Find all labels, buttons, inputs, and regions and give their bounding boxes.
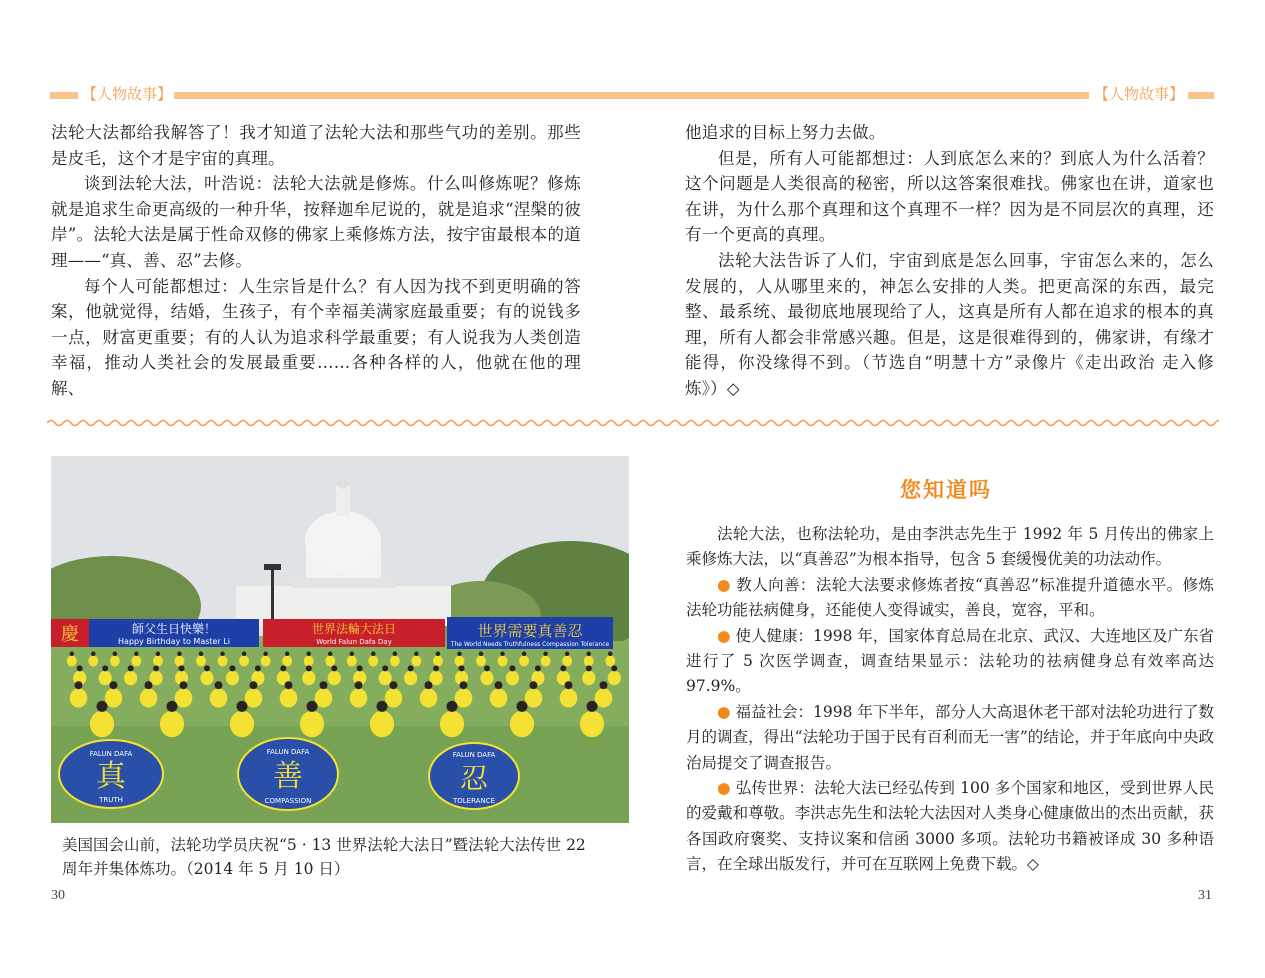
practitioner-head — [97, 701, 108, 712]
practitioner-body — [300, 711, 324, 737]
item-text: 福益社会：1998 年下半年，部分人大高退休老干部对法轮功进行了数月的调查，得出“法轮功于国于民有百利而无一害”的结论，并于年底向中央政治局提交了调查报告。 — [686, 702, 1214, 772]
header-rule-main — [174, 92, 1089, 99]
practitioner-body — [315, 688, 333, 707]
practitioner-body — [200, 671, 213, 685]
practitioner-head — [102, 665, 108, 671]
practitioner-body — [160, 711, 184, 737]
disc-bottom-text: COMPASSION — [264, 797, 312, 805]
disc-char: 忍 — [459, 762, 489, 795]
banner-text: 世界需要真善忍 — [477, 622, 583, 640]
practitioner-body — [210, 688, 228, 707]
practitioner-body — [325, 656, 335, 667]
practitioner-body — [70, 688, 88, 707]
right-article — [685, 120, 1214, 402]
practitioner-head — [91, 652, 96, 657]
bullet-icon: ● — [717, 779, 731, 798]
paragraph: 法轮大法都给我解答了！我才知道了法轮大法和那些气功的差别。那些是皮毛，这个才是宇宙的真理。 — [51, 123, 581, 168]
practitioner-head — [460, 681, 468, 689]
practitioner-body — [541, 656, 551, 667]
practitioner-body — [580, 711, 604, 737]
photo-caption: 美国国会山前，法轮功学员庆祝“5 · 13 世界法轮大法日”暨法轮大法传世 22 周年并集体炼功。（2014 年 5 月 10 日） — [62, 836, 586, 878]
practitioner-body — [218, 656, 228, 667]
did-you-know-item — [686, 573, 1214, 624]
bullet-icon: ● — [717, 575, 731, 594]
practitioner-head — [215, 681, 223, 689]
header-rule-left-short — [50, 92, 78, 99]
practitioner-head — [355, 681, 363, 689]
practitioner-body — [476, 656, 486, 667]
banner-row — [51, 617, 613, 649]
banner-text: 師父生日快樂！ — [131, 622, 217, 636]
practitioner-body — [519, 656, 529, 667]
practitioner-head — [377, 701, 388, 712]
practitioner-head — [371, 652, 376, 657]
practitioner-head — [479, 652, 484, 657]
left-article — [51, 120, 581, 402]
practitioner-head — [350, 652, 355, 657]
paragraph: 谈到法轮大法，叶浩说：法轮大法就是修炼。什么叫修炼呢？修炼就是追求生命更高级的一种升华，按释迦牟尼说的，就是追求“涅槃的彼岸”。法轮大法是属于性命双修的佛家上乘修炼方法，按宇宙最根本的道理——“真、善、忍”去修。 — [51, 174, 581, 270]
practitioner-body — [230, 711, 254, 737]
practitioner-body — [390, 656, 400, 667]
practitioner-body — [562, 656, 572, 667]
banner-text: World Falun Dafa Day — [316, 638, 392, 646]
practitioner-body — [595, 688, 613, 707]
practitioner-head — [285, 681, 293, 689]
item-text: 弘传世界：法轮大法已经弘传到 100 多个国家和地区，受到世界人民的爱戴和尊敬。李洪志先生和法轮大法因对人类身心健康做出的杰出贡献，获各国政府褒奖、支持议案和信函 3000 多项。法轮功书籍被译成 30 多种语言，在全球出版发行，并可在互联网上免费下载。◇ — [686, 779, 1214, 874]
practitioner-body — [498, 656, 508, 667]
practitioner-body — [196, 656, 206, 667]
disc-top-text: FALUN DAFA — [266, 748, 310, 756]
practitioner-head — [153, 665, 159, 671]
practitioner-head — [495, 681, 503, 689]
bullet-icon: ● — [717, 626, 731, 645]
practitioner-head — [204, 665, 210, 671]
practitioner-body — [88, 656, 98, 667]
wavy-divider — [47, 417, 1219, 429]
practitioner-head — [436, 652, 441, 657]
practitioner-head — [134, 652, 139, 657]
practitioner-head — [509, 665, 515, 671]
practitioner-head — [156, 652, 161, 657]
practitioner-body — [525, 688, 543, 707]
practitioner-body — [124, 671, 137, 685]
practitioner-body — [582, 671, 595, 685]
practitioner-head — [543, 652, 548, 657]
practitioner-head — [390, 681, 398, 689]
practitioner-body — [245, 688, 263, 707]
practitioner-body — [99, 671, 112, 685]
practitioner-body — [370, 711, 394, 737]
practitioner-body — [67, 656, 77, 667]
practitioner-head — [167, 701, 178, 712]
practitioner-head — [280, 665, 286, 671]
practitioner-body — [490, 688, 508, 707]
practitioner-head — [306, 652, 311, 657]
disc-bottom-text: TRUTH — [99, 796, 123, 804]
practitioner-head — [586, 652, 591, 657]
practitioner-head — [447, 701, 458, 712]
practitioner-head — [517, 701, 528, 712]
practitioner-body — [455, 688, 473, 707]
banner-text: The World Needs Truthfulness Compassion Tolerance — [450, 641, 610, 648]
practitioner-body — [261, 656, 271, 667]
did-you-know-intro: 法轮大法，也称法轮功，是由李洪志先生于 1992 年 5 月传出的佛家上乘修炼大法，以“真善忍”为根本指导，包含 5 套缓慢优美的功法动作。 — [686, 525, 1214, 569]
disc-top-text: FALUN DAFA — [452, 751, 496, 759]
practitioner-head — [565, 681, 573, 689]
practitioner-head — [263, 652, 268, 657]
practitioner-body — [350, 688, 368, 707]
practitioner-body — [506, 671, 519, 685]
practitioner-head — [565, 652, 570, 657]
banner-text: 世界法輪大法日 — [311, 622, 397, 636]
practitioner-head — [285, 652, 290, 657]
practitioner-head — [320, 681, 328, 689]
practitioner-body — [433, 656, 443, 667]
practitioner-body — [175, 656, 185, 667]
practitioner-head — [128, 665, 134, 671]
practitioner-head — [459, 665, 465, 671]
practitioner-body — [368, 656, 378, 667]
practitioner-head — [425, 681, 433, 689]
paragraph: 但是，所有人可能都想过：人到底怎么来的？到底人为什么活着？这个问题是人类很高的秘密，所以这答案很难找。佛家也在讲，道家也在讲，为什么那个真理和这个真理不一样？因为是不同层次的真理，还有一个更高的真理。 — [685, 148, 1214, 245]
practitioner-head — [586, 665, 592, 671]
practitioner-head — [500, 652, 505, 657]
practitioner-head — [530, 681, 538, 689]
did-you-know-item — [686, 776, 1214, 878]
practitioner-body — [347, 656, 357, 667]
did-you-know-item — [686, 700, 1214, 776]
practitioner-body — [282, 656, 292, 667]
practitioner-head — [328, 652, 333, 657]
practitioner-head — [457, 652, 462, 657]
disc-bottom-text: TOLERANCE — [452, 797, 496, 805]
practitioner-body — [328, 671, 341, 685]
bullet-icon: ● — [717, 702, 731, 721]
practitioner-head — [179, 665, 185, 671]
paragraph: 法轮大法告诉了人们，宇宙到底是怎么回事，宇宙怎么来的，怎么发展的，人从哪里来的，神怎么安排的人类。把更高深的东西，最完整、最系统、最彻底地展现给了人，这真是所有人都在追求的根本的真理，所有人都会非常感兴趣。但是，这是很难得到的，佛家讲，有缘才能得，你没缘得不到。（节选自“明慧十方”录像片《走出政治 走入修炼》）◇ — [685, 250, 1214, 398]
practitioner-head — [522, 652, 527, 657]
practitioner-head — [229, 665, 235, 671]
capitol-photo — [51, 456, 629, 823]
practitioner-body — [608, 671, 621, 685]
disc-char: 真 — [96, 759, 126, 794]
section-tag-right: 【人物故事】 — [1094, 85, 1185, 103]
header-rule-right-short — [1188, 92, 1214, 99]
practitioner-body — [304, 656, 314, 667]
practitioner-head — [75, 681, 83, 689]
practitioner-head — [484, 665, 490, 671]
practitioner-body — [385, 688, 403, 707]
practitioner-body — [584, 656, 594, 667]
paragraph: 他追求的目标上努力去做。 — [685, 123, 886, 142]
paragraph: 每个人可能都想过：人生宗旨是什么？有人因为找不到更明确的答案，他就觉得，结婚，生孩子，有个幸福美满家庭最重要；有的说钱多一点，财富更重要；有的人认为追求科学最重要；有人说我为人类创造幸福，推动人类社会的发展最重要……各种各样的人，他就在他的理解、 — [51, 276, 581, 398]
practitioner-body — [404, 671, 417, 685]
practitioner-body — [226, 671, 239, 685]
practitioner-head — [357, 665, 363, 671]
practitioner-head — [180, 681, 188, 689]
practitioner-head — [611, 665, 617, 671]
practitioner-head — [587, 701, 598, 712]
practitioner-head — [608, 652, 613, 657]
practitioner-body — [131, 656, 141, 667]
practitioner-body — [175, 688, 193, 707]
practitioner-body — [480, 671, 493, 685]
practitioner-body — [153, 656, 163, 667]
did-you-know-item — [686, 624, 1214, 700]
practitioner-body — [605, 656, 615, 667]
practitioner-head — [331, 665, 337, 671]
practitioner-head — [600, 681, 608, 689]
practitioner-head — [110, 681, 118, 689]
practitioner-head — [145, 681, 153, 689]
practitioner-body — [379, 671, 392, 685]
practitioner-head — [433, 665, 439, 671]
practitioner-body — [411, 656, 421, 667]
practitioner-body — [140, 688, 158, 707]
page-number-right: 31 — [1198, 888, 1212, 903]
banner-text: Happy Birthday to Master Li — [118, 637, 230, 646]
disc-truth — [59, 740, 163, 808]
practitioner-body — [420, 688, 438, 707]
practitioner-body — [440, 711, 464, 737]
practitioner-body — [455, 656, 465, 667]
disc-top-text: FALUN DAFA — [89, 750, 133, 758]
practitioner-head — [177, 652, 182, 657]
disc-tolerance — [429, 743, 519, 809]
practitioner-head — [250, 681, 258, 689]
practitioner-head — [242, 652, 247, 657]
practitioner-body — [510, 711, 534, 737]
practitioner-head — [535, 665, 541, 671]
did-you-know-title: 您知道吗 — [900, 477, 992, 502]
page-number-left: 30 — [51, 888, 65, 903]
disc-char: 善 — [273, 759, 303, 794]
practitioner-head — [306, 665, 312, 671]
practitioner-head — [382, 665, 388, 671]
practitioner-head — [255, 665, 261, 671]
practitioner-body — [239, 656, 249, 667]
section-tag-left: 【人物故事】 — [82, 85, 173, 103]
practitioner-head — [393, 652, 398, 657]
practitioner-body — [560, 688, 578, 707]
practitioner-head — [113, 652, 118, 657]
practitioner-head — [70, 652, 75, 657]
practitioner-head — [560, 665, 566, 671]
practitioner-head — [414, 652, 419, 657]
disc-compassion — [238, 738, 338, 810]
practitioner-head — [237, 701, 248, 712]
item-text: 教人向善：法轮大法要求修炼者按“真善忍”标准提升道德水平。修炼法轮功能祛病健身，还能使人变得诚实，善良，宽容，平和。 — [686, 575, 1214, 620]
practitioner-body — [110, 656, 120, 667]
practitioner-head — [199, 652, 204, 657]
practitioner-head — [408, 665, 414, 671]
practitioner-head — [77, 665, 83, 671]
practitioner-body — [90, 711, 114, 737]
practitioner-body — [302, 671, 315, 685]
practitioner-head — [307, 701, 318, 712]
did-you-know-body — [686, 522, 1214, 878]
practitioner-body — [280, 688, 298, 707]
item-text: 使人健康：1998 年，国家体育总局在北京、武汉、大连地区及广东省进行了 5 次医学调查，调查结果显示：法轮功的祛病健身总有效率高达 97.9%。 — [686, 626, 1214, 696]
practitioner-body — [105, 688, 123, 707]
practitioner-head — [220, 652, 225, 657]
banner-text: 慶 — [61, 624, 79, 645]
